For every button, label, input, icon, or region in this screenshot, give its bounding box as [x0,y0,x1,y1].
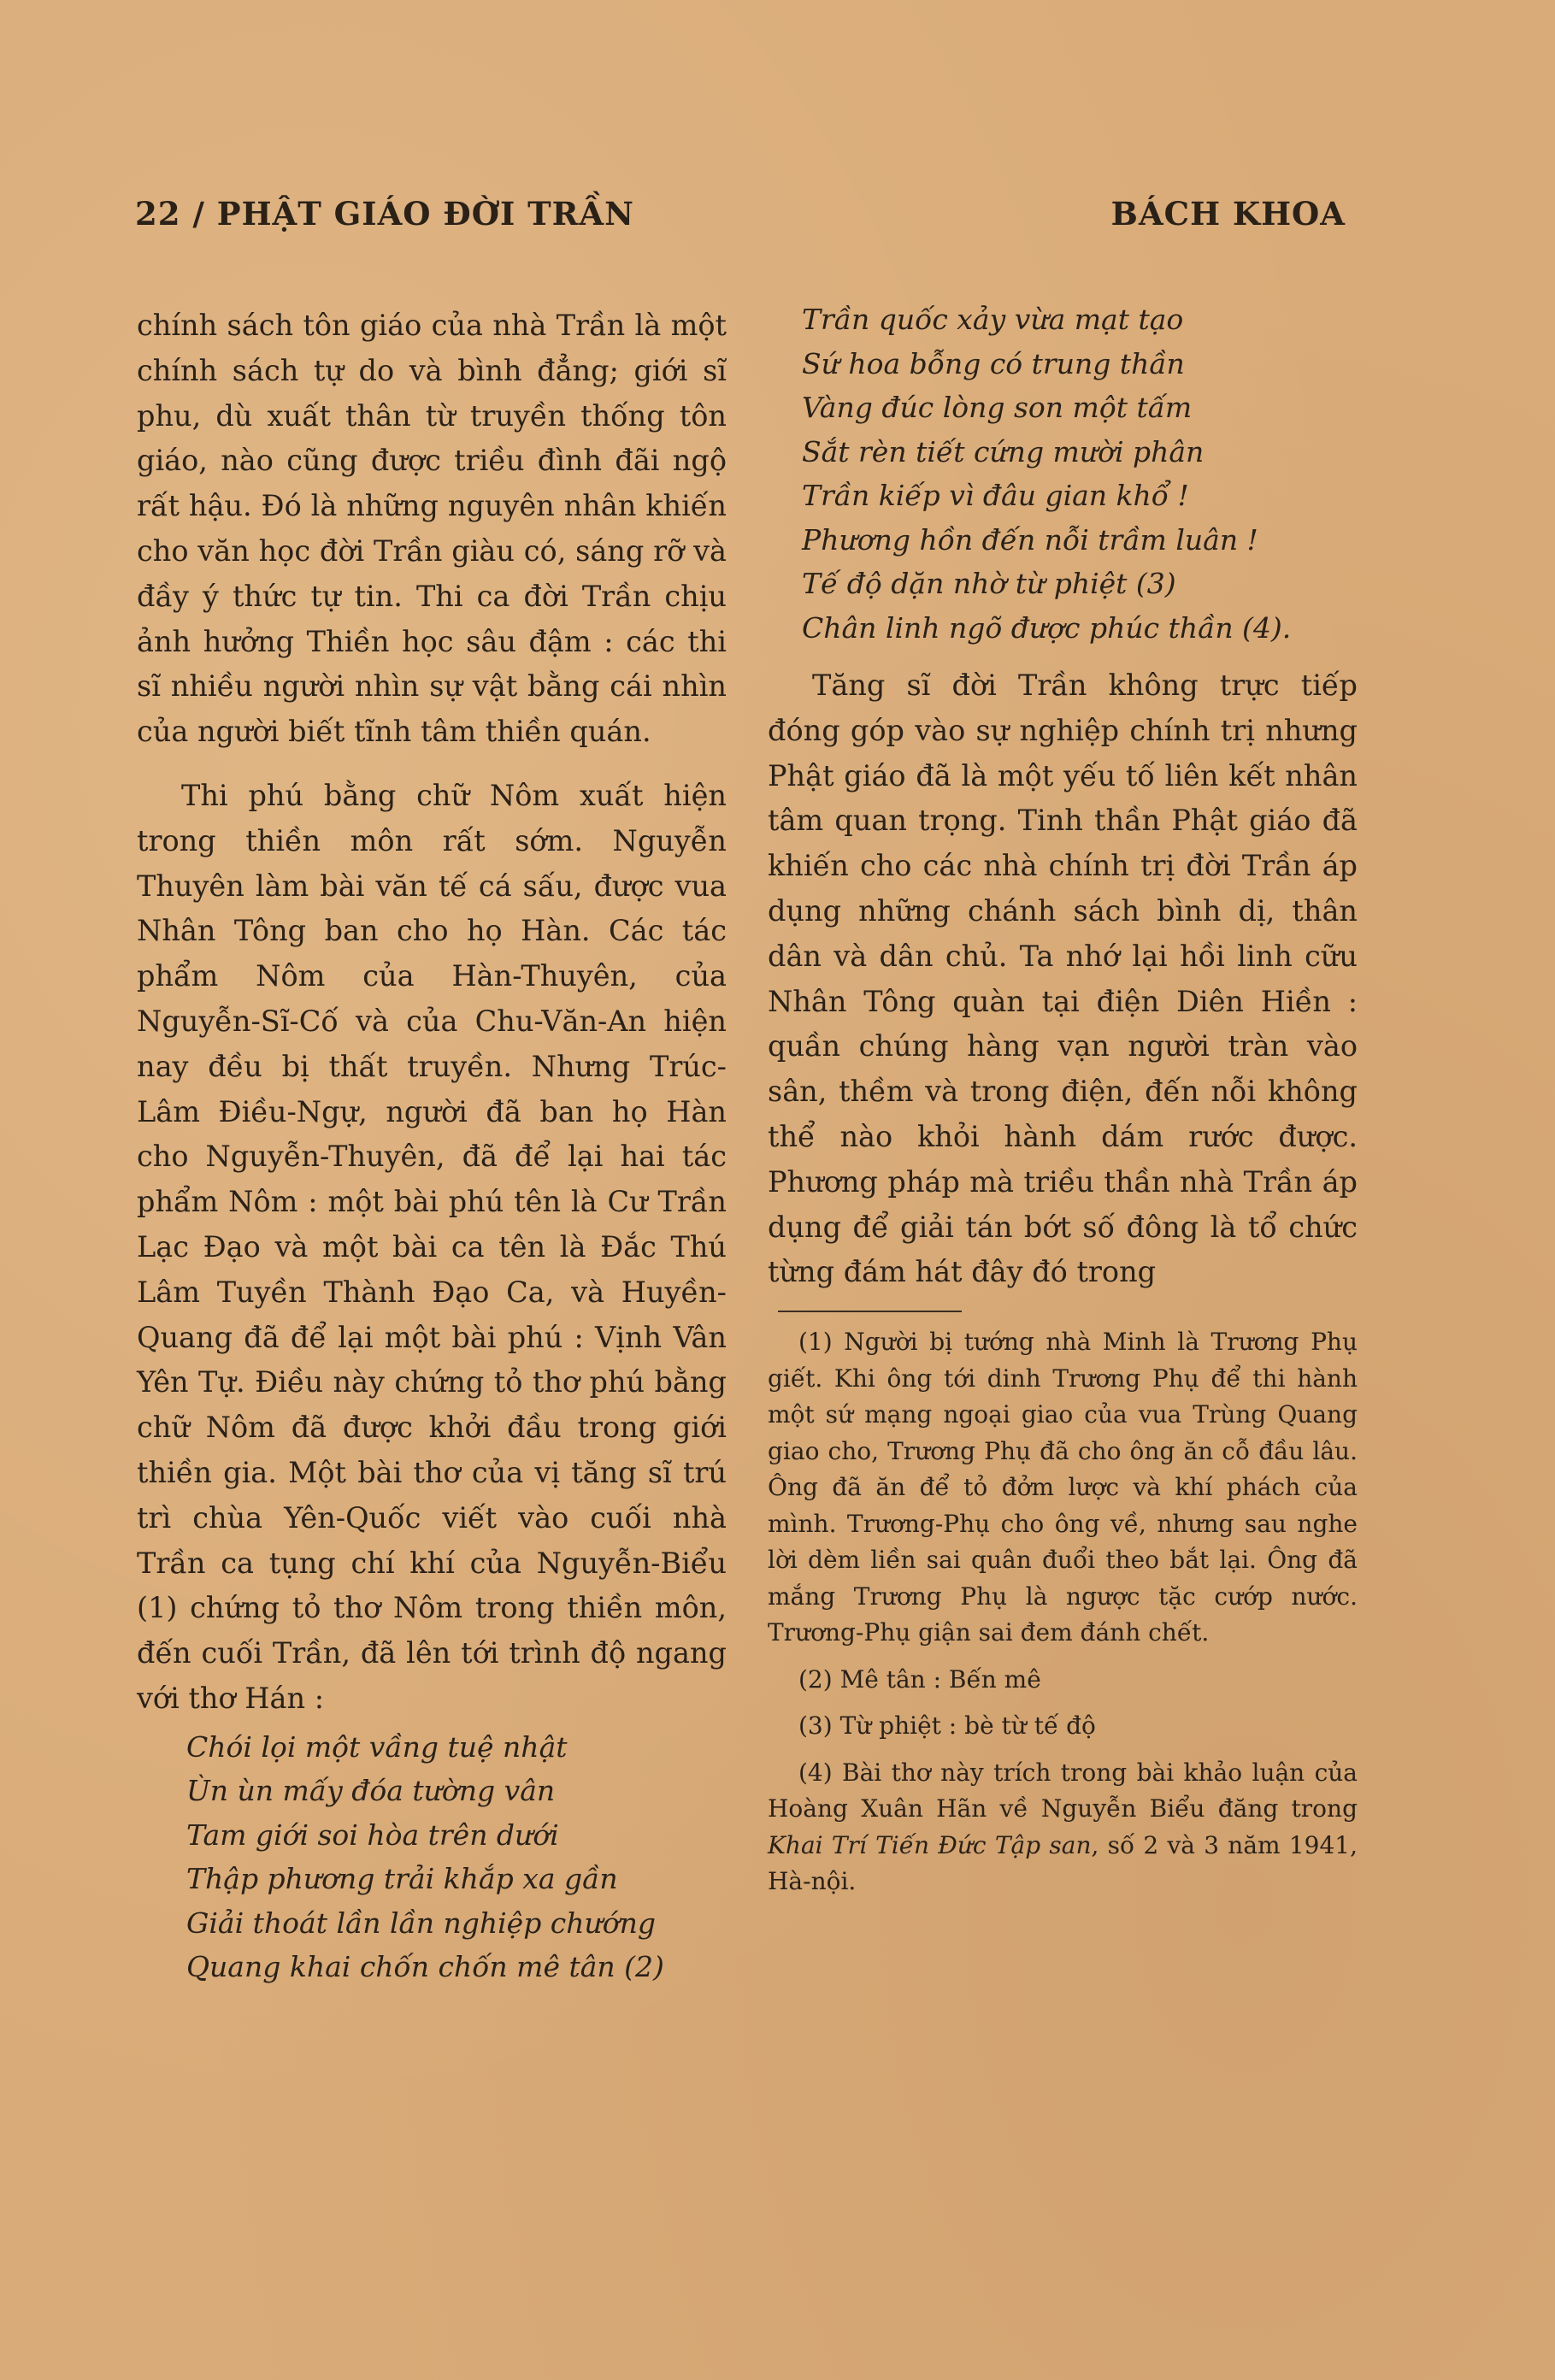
magazine-name: BÁCH KHOA [1110,195,1346,233]
body-paragraph: chính sách tôn giáo của nhà Trần là một chính sách tự do và bình đẳng; giới sĩ phu, dù xuất thân từ truyền thống tôn giáo, nào cũng được triều đình đãi ngộ rất hậu. Đó là những nguyên nhân khiến cho văn học đời Trần giàu có, sáng rỡ và đầy ý thức tự tin. Thi ca đời Trần chịu ảnh hưởng Thiền học sâu đậm : các thi sĩ nhiều người nhìn sự vật bằng cái nhìn của người biết tĩnh tâm thiền quán. [137,309,727,749]
footnotes [768,1324,1358,1900]
footnote-4-text: (4) Bài thơ này trích trong bài khảo luận của Hoàng Xuân Hãn về Nguyễn Biểu đăng trong [768,1758,1358,1823]
body-paragraph: Thi phú bằng chữ Nôm xuất hiện trong thiền môn rất sớm. Nguyễn Thuyên làm bài văn tế cá sấu, được vua Nhân Tông ban cho họ Hàn. Các tác phẩm Nôm của Hàn-Thuyên, của Nguyễn-Sĩ-Cố và của Chu-Văn-An hiện nay đều bị thất truyền. Nhưng Trúc-Lâm Điều-Ngự, người đã ban họ Hàn cho Nguyễn-Thuyên, đã để lại hai tác phẩm Nôm : một bài phú tên là Cư Trần Lạc Đạo và một bài ca tên là Đắc Thú Lâm Tuyền Thành Đạo Ca, và Huyền-Quang đã để lại một bài phú : Vịnh Vân Yên Tự. Điều này chứng tỏ thơ phú bằng chữ Nôm đã được khởi đầu trong giới thiền gia. Một bài thơ của vị tăng sĩ trú trì chùa Yên-Quốc viết vào cuối nhà Trần ca tụng chí khí của Nguyễn-Biểu (1) chứng tỏ thơ Nôm trong thiền môn, đến cuối Trần, đã lên tới trình độ ngang với thơ Hán : [137,778,727,1715]
footnote-2: (2) Mê tân : Bến mê [798,1664,1041,1694]
verse-line: Tam giới soi hòa trên dưới [186,1817,559,1852]
verse-line: Vàng đúc lòng son một tấm [802,391,1193,424]
verse-line: Quang khai chốn chốn mê tân (2) [186,1950,664,1984]
verse-line: Thập phương trải khắp xa gần [186,1862,618,1896]
footnote-4 [768,1755,1358,1900]
verse-line: Trần kiếp vì đâu gian khổ ! [802,479,1189,512]
verse-line: Sứ hoa bỗng có trung thần [802,346,1185,380]
right-column [768,298,1358,1900]
verse-line: Phương hồn đến nỗi trầm luân ! [802,522,1258,557]
verse-line: Sắt rèn tiết cứng mười phân [802,434,1205,468]
body-paragraph: Tăng sĩ đời Trần không trực tiếp đóng góp vào sự nghiệp chính trị nhưng Phật giáo đã là một yếu tố liên kết nhân tâm quan trọng. Tinh thần Phật giáo đã khiến cho các nhà chính trị đời Trần áp dụng những chánh sách bình dị, thân dân và dân chủ. Ta nhớ lại hồi linh cữu Nhân Tông quàn tại điện Diên Hiền : quần chúng hàng vạn người tràn vào sân, thềm và trong điện, đến nỗi không thể nào khỏi hành dám rước được. Phương pháp mà triều thần nhà Trần áp dụng để giải tán bớt số đông là tổ chức từng đám hát đây đó trong [768,669,1358,1289]
verse-line: Giải thoát lần lần nghiệp chướng [186,1906,657,1940]
footnote-divider [778,1311,962,1312]
verse-line: Chân linh ngõ được phúc thần (4). [802,610,1292,645]
verse-line: Chói lọi một vầng tuệ nhật [186,1729,568,1764]
poem-verse [137,1725,727,1989]
footnote-3: (3) Từ phiệt : bè từ tế độ [798,1711,1096,1741]
page-header [0,195,1555,246]
poem-verse [768,298,1358,650]
left-column [137,303,727,1989]
verse-line: Tế độ dặn nhờ từ phiệt (3) [802,567,1176,600]
running-title: 22 / PHẬT GIÁO ĐỜI TRẦN [135,195,634,233]
footnote-4-text-end: , số 2 và 3 năm 1941, Hà-nội. [768,1830,1358,1896]
verse-line: Ùn ùn mấy đóa tường vân [186,1774,556,1808]
verse-line: Trần quốc xảy vừa mạt tạo [802,303,1184,336]
footnote-1: (1) Người bị tướng nhà Minh là Trương Phụ giết. Khi ông tới dinh Trương Phụ để thi hành một sứ mạng ngoại giao của vua Trùng Quang giao cho, Trương Phụ đã cho ông ăn cỗ đầu lâu. Ông đã ăn để tỏ đởm lược và khí phách của mình. Trương-Phụ cho ông về, nhưng sau nghe lời dèm liền sai quân đuổi theo bắt lại. Ông đã mắng Trương Phụ là ngược tặc cướp nước. Trương-Phụ giận sai đem đánh chết. [768,1328,1358,1647]
journal-title: Khai Trí Tiến Đức Tập san [768,1830,1092,1859]
